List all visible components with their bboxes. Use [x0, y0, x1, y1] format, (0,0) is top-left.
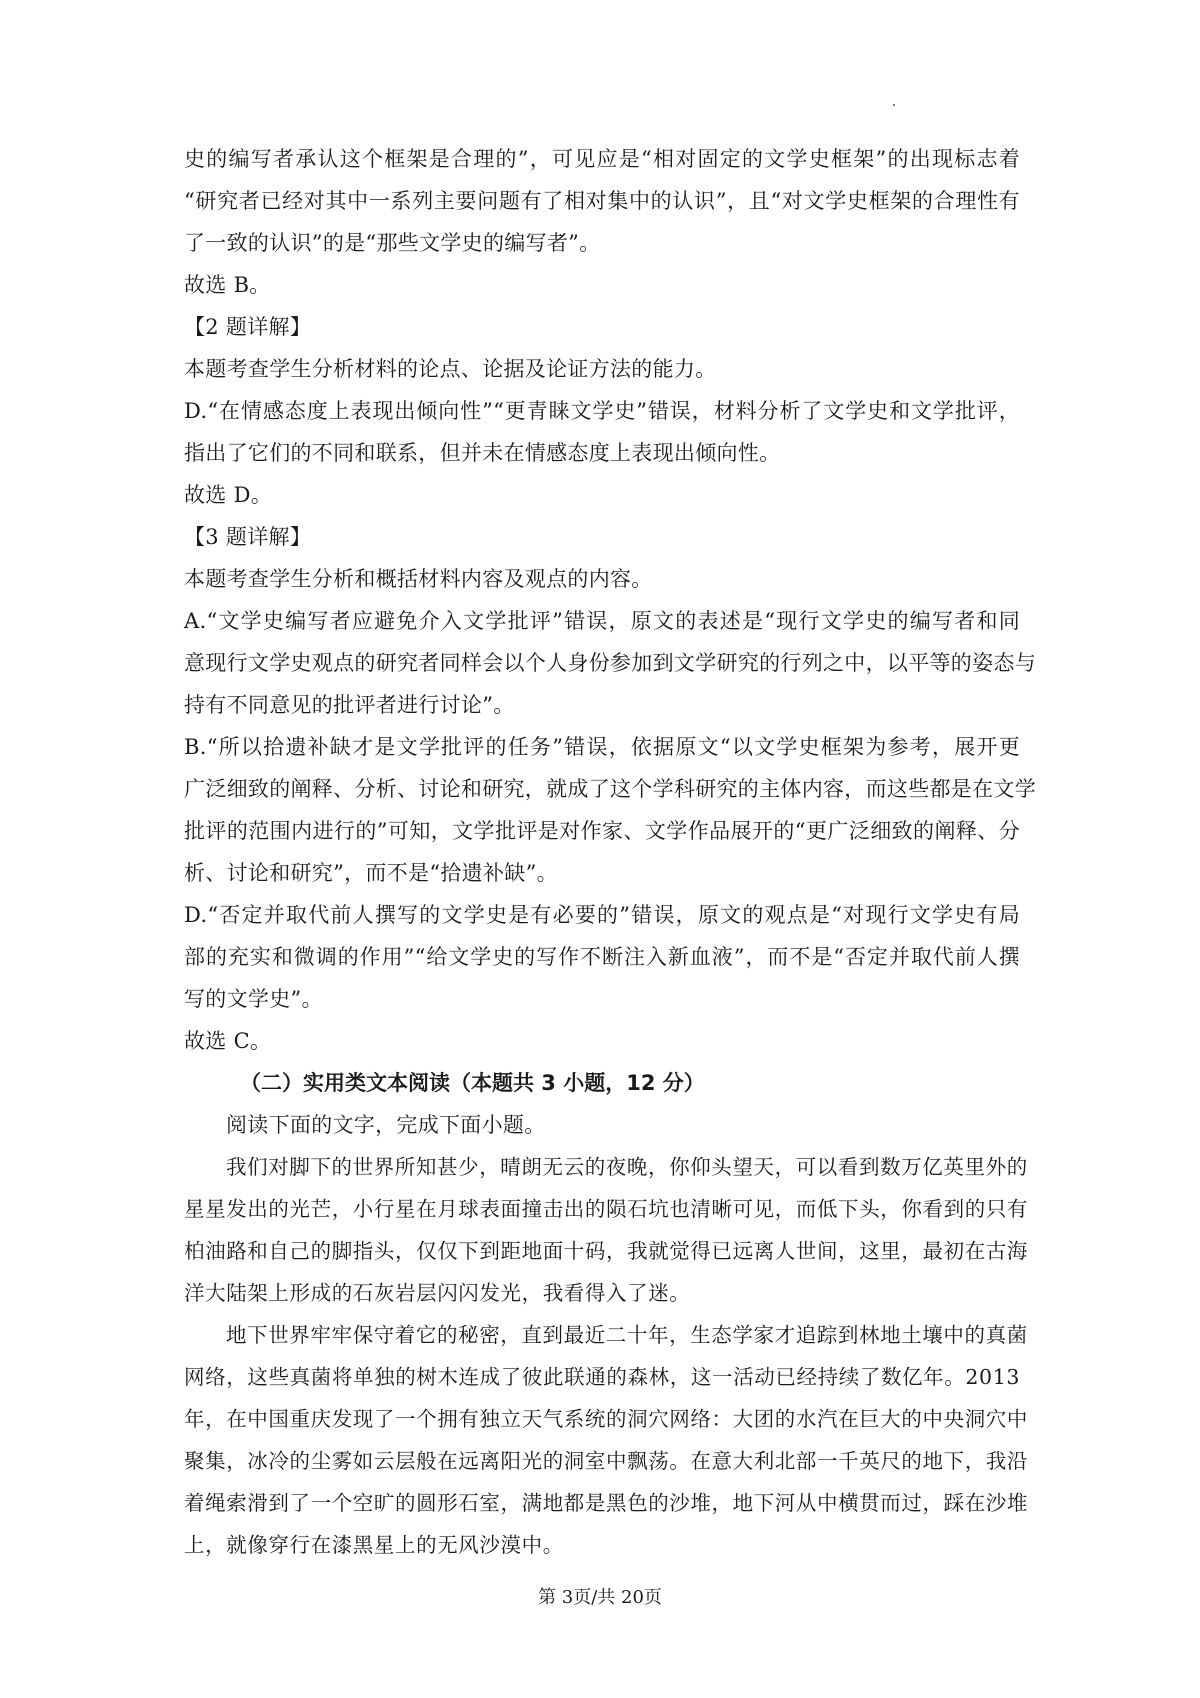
text-line: D.“否定并取代前人撰写的文学史是有必要的”错误，原文的观点是“对现行文学史有局: [184, 903, 1020, 927]
passage-line: 上，就像穿行在漆黑星上的无风沙漠中。: [184, 1533, 564, 1557]
passage-line: 着绳索滑到了一个空旷的圆形石室，满地都是黑色的沙堆，地下河从中横贯而过，踩在沙堆: [184, 1491, 1028, 1515]
text-line: 故选 D。: [184, 483, 273, 507]
section-label-q2: 【2 题详解】: [184, 315, 312, 339]
text-line: B.“所以拾遗补缺才是文学批评的任务”错误，依据原文“以文学史框架为参考，展开更: [184, 735, 1020, 759]
page-number-footer: 第 3页/共 20页: [538, 1587, 662, 1608]
text-line: 析、讨论和研究”，而不是“拾遗补缺”。: [184, 861, 558, 885]
text-line: 了一致的认识”的是“那些文学史的编写者”。: [184, 231, 601, 255]
text-line: 批评的范围内进行的”可知，文学批评是对作家、文学作品展开的“更广泛细致的阐释、分: [184, 819, 1020, 843]
text-line: 写的文学史”。: [184, 987, 323, 1011]
passage-line: 洋大陆架上形成的石灰岩层闪闪发光，我看得入了迷。: [184, 1281, 691, 1305]
passage-line: 我们对脚下的世界所知甚少，晴朗无云的夜晚，你仰头望天，可以看到数万亿英里外的: [226, 1155, 1028, 1179]
text-line: 部的充实和微调的作用”“给文学史的写作不断注入新血液”，而不是“否定并取代前人撰: [184, 945, 1020, 969]
text-line: D.“在情感态度上表现出倾向性”“更青睐文学史”错误，材料分析了文学史和文学批评，: [184, 399, 1020, 423]
passage-line: 聚集，冰冷的尘雾如云层般在远离阳光的洞室中飘荡。在意大利北部一千英尺的地下，我沿: [184, 1449, 1028, 1473]
text-line: 故选 C。: [184, 1029, 272, 1053]
section-heading: （二）实用类文本阅读（本题共 3 小题，12 分）: [240, 1071, 705, 1095]
text-line: 指出了它们的不同和联系，但并未在情感态度上表现出倾向性。: [184, 441, 781, 465]
passage-line: 柏油路和自己的脚指头，仅仅下到距地面十码，我就觉得已远离人世间，这里，最初在古海: [184, 1239, 1028, 1263]
passage-line: 星星发出的光芒，小行星在月球表面撞击出的陨石坑也清晰可见，而低下头，你看到的只有: [184, 1197, 1028, 1221]
text-line: 本题考查学生分析材料的论点、论据及论证方法的能力。: [184, 357, 717, 381]
passage-line: 网络，这些真菌将单独的树木连成了彼此联通的森林，这一活动已经持续了数亿年。2013: [184, 1365, 1020, 1389]
instruction-text: 阅读下面的文字，完成下面小题。: [226, 1113, 546, 1137]
text-line: 持有不同意见的批评者进行讨论”。: [184, 693, 515, 717]
text-line: 广泛细致的阐释、分析、讨论和研究，就成了这个学科研究的主体内容，而这些都是在文学: [184, 777, 1036, 801]
text-line: 故选 B。: [184, 273, 271, 297]
text-line: 史的编写者承认这个框架是合理的”，可见应是“相对固定的文学史框架”的出现标志着: [184, 147, 1020, 171]
text-line: 本题考查学生分析和概括材料内容及观点的内容。: [184, 567, 653, 591]
text-line: A.“文学史编写者应避免介入文学批评”错误，原文的表述是“现行文学史的编写者和同: [184, 609, 1020, 633]
passage-line: 年，在中国重庆发现了一个拥有独立天气系统的洞穴网络：大团的水汽在巨大的中央洞穴中: [184, 1407, 1028, 1431]
section-label-q3: 【3 题详解】: [184, 525, 312, 549]
text-line: 意现行文学史观点的研究者同样会以个人身份参加到文学研究的行列之中，以平等的姿态与: [184, 651, 1036, 675]
page-content: [184, 138, 1036, 1566]
scan-speck: [893, 104, 895, 106]
passage-line: 地下世界牢牢保守着它的秘密，直到最近二十年，生态学家才追踪到林地土壤中的真菌: [226, 1323, 1028, 1347]
text-line: “研究者已经对其中一系列主要问题有了相对集中的认识”，且“对文学史框架的合理性有: [184, 189, 1020, 213]
